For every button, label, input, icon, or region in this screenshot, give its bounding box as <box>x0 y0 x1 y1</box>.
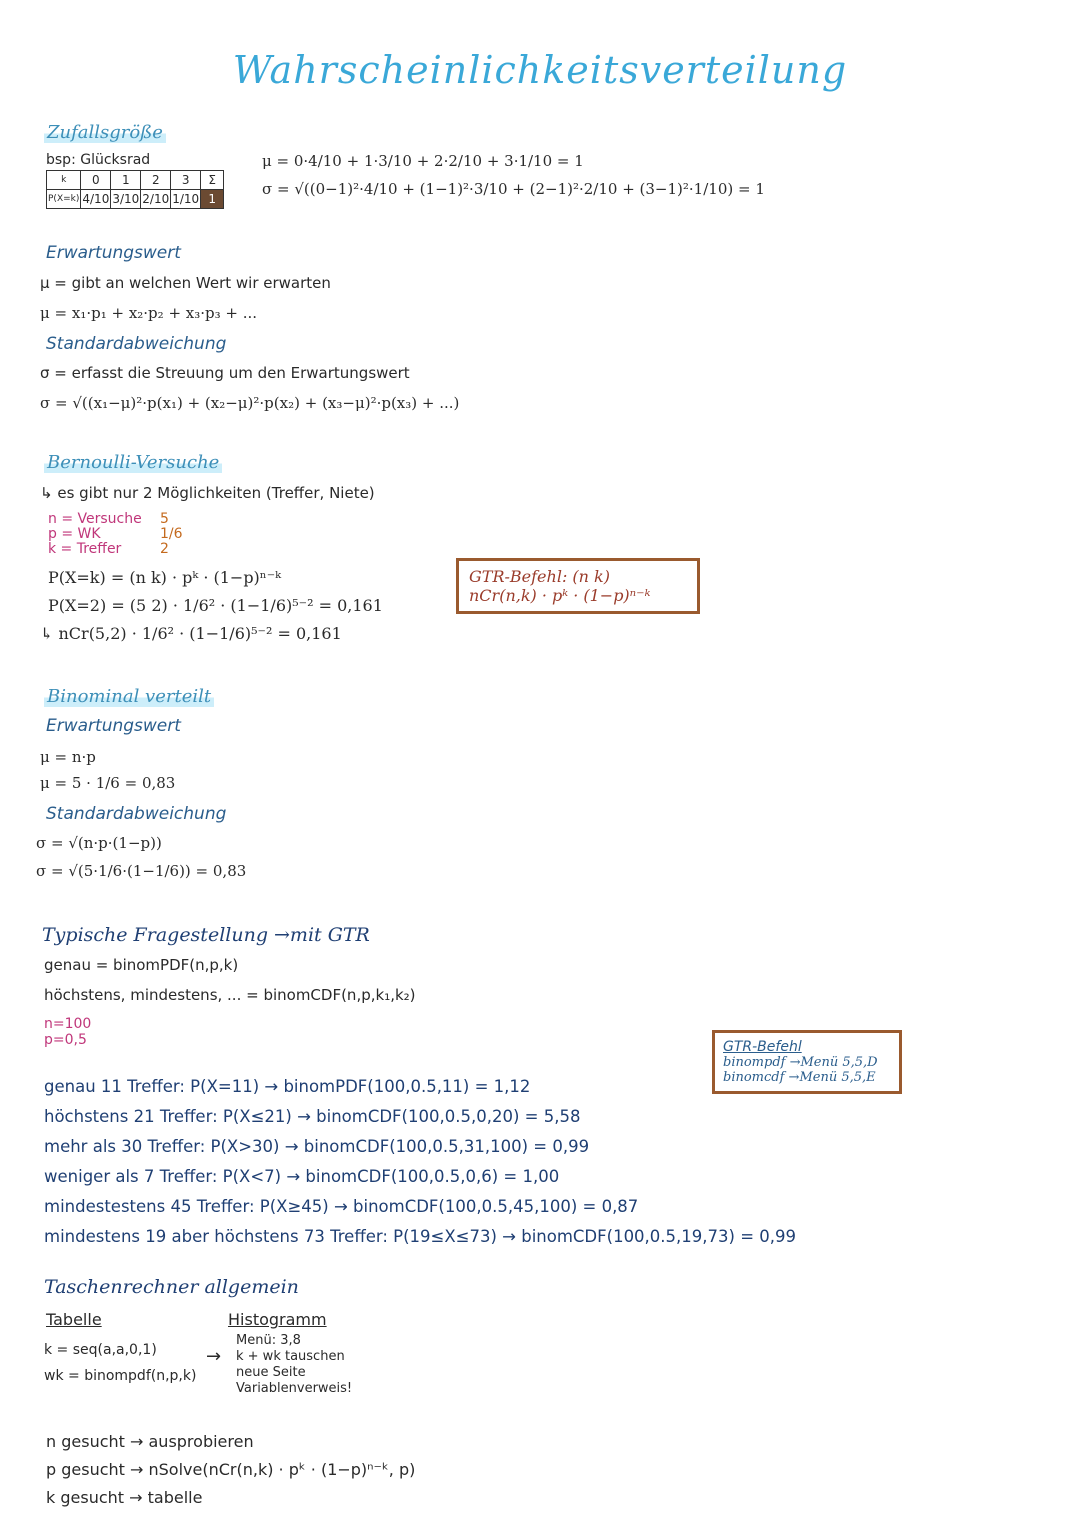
example-line: genau 11 Treffer: P(X=11) → binomPDF(100,0.5,11) = 1,12 <box>44 1077 531 1096</box>
erwartung-def: μ = gibt an welchen Wert wir erwarten <box>40 274 331 292</box>
table-row-k <box>47 171 224 190</box>
table-cell: 3/10 <box>111 190 141 209</box>
binom-sigma-formula: σ = √(n·p·(1−p)) <box>36 834 162 852</box>
table-cell: P(X=k) <box>47 190 81 209</box>
gesucht-line: p gesucht → nSolve(nCr(n,k) · pᵏ · (1−p)ⁿ⁻ᵏ, p) <box>46 1460 416 1479</box>
box-line: GTR-Befehl: (n k) <box>469 567 610 586</box>
var-k: k = Treffer <box>48 541 122 557</box>
example-line: mindestens 19 aber höchstens 73 Treffer: P(19≤X≤73) → binomCDF(100,0.5,19,73) = 0,99 <box>44 1227 797 1246</box>
binom-sigma-example: σ = √(5·1/6·(1−1/6)) = 0,83 <box>36 862 247 880</box>
heading-binom-erwartung: Erwartungswert <box>46 716 181 736</box>
bernoulli-example1: P(X=2) = (5 2) · 1/6² · (1−1/6)⁵⁻² = 0,161 <box>48 596 383 615</box>
table-cell: k <box>47 171 81 190</box>
table-cell: 1 <box>111 171 141 190</box>
heading-binominal: Binominal verteilt <box>44 686 214 707</box>
bernoulli-vars <box>48 512 142 557</box>
typisch-line2: höchstens, mindestens, ... = binomCDF(n,p,k₁,k₂) <box>44 986 416 1004</box>
page-title: Wahrscheinlichkeitsverteilung <box>232 48 848 92</box>
typisch-n: n=100 <box>44 1016 92 1032</box>
example-line: mehr als 30 Treffer: P(X>30) → binomCDF(100,0.5,31,100) = 0,99 <box>44 1137 590 1156</box>
histogramm-heading: Histogramm <box>228 1310 327 1329</box>
typisch-p: p=0,5 <box>44 1032 87 1048</box>
heading-bernoulli: Bernoulli-Versuche <box>44 452 222 473</box>
table-cell: 1/10 <box>171 190 201 209</box>
binom-mu-example: μ = 5 · 1/6 = 0,83 <box>40 774 176 792</box>
table-cell: 3 <box>171 171 201 190</box>
tabelle-heading: Tabelle <box>46 1310 102 1329</box>
box2-line: binompdf →Menü 5,5,D <box>723 1055 878 1070</box>
table-cell: 1 <box>201 190 224 209</box>
hist-line: k + wk tauschen <box>236 1349 345 1364</box>
typisch-examples <box>44 1072 796 1252</box>
table-cell: 4/10 <box>81 190 111 209</box>
heading-taschenrechner: Taschenrechner allgemein <box>44 1276 299 1298</box>
heading-erwartungswert: Erwartungswert <box>46 243 181 263</box>
gtr-befehl-box <box>456 558 700 614</box>
bernoulli-example2: ↳ nCr(5,2) · 1/6² · (1−1/6)⁵⁻² = 0,161 <box>40 624 342 643</box>
gesucht-line: k gesucht → tabelle <box>46 1488 203 1507</box>
box2-heading: GTR-Befehl <box>723 1039 802 1055</box>
heading-binom-std: Standardabweichung <box>46 804 227 824</box>
std-formula: σ = √((x₁−μ)²·p(x₁) + (x₂−μ)²·p(x₂) + (x₃−μ)²·p(x₃) + ...) <box>40 394 460 412</box>
box-line: nCr(n,k) · pᵏ · (1−p)ⁿ⁻ᵏ <box>469 586 651 605</box>
bernoulli-desc: ↳ es gibt nur 2 Möglichkeiten (Treffer, Niete) <box>40 484 375 502</box>
example-line: mindestestens 45 Treffer: P(X≥45) → binomCDF(100,0.5,45,100) = 0,87 <box>44 1197 639 1216</box>
example-line: weniger als 7 Treffer: P(X<7) → binomCDF(100,0.5,0,6) = 1,00 <box>44 1167 560 1186</box>
example-line: höchstens 21 Treffer: P(X≤21) → binomCDF(100,0.5,0,20) = 5,58 <box>44 1107 581 1126</box>
typisch-line1: genau = binomPDF(n,p,k) <box>44 956 239 974</box>
hist-line: Variablenverweis! <box>236 1381 353 1396</box>
val-n: 5 <box>160 511 169 527</box>
val-p: 1/6 <box>160 526 183 542</box>
distribution-table <box>46 170 224 209</box>
box2-line: binomcdf →Menü 5,5,E <box>723 1070 876 1085</box>
tabelle-line2: wk = binompdf(n,p,k) <box>44 1368 197 1384</box>
table-cell: 2 <box>141 171 171 190</box>
mu-calc: μ = 0·4/10 + 1·3/10 + 2·2/10 + 3·1/10 = 1 <box>262 152 584 170</box>
gesucht-lines <box>46 1428 415 1512</box>
hist-line: neue Seite <box>236 1365 306 1380</box>
bernoulli-vals <box>160 512 183 557</box>
var-p: p = WK <box>48 526 101 542</box>
heading-zufallsgroesse: Zufallsgröße <box>44 122 166 143</box>
std-def: σ = erfasst die Streuung um den Erwartungswert <box>40 364 410 382</box>
tabelle-line1: k = seq(a,a,0,1) <box>44 1342 157 1358</box>
var-n: n = Versuche <box>48 511 142 527</box>
gesucht-line: n gesucht → ausprobieren <box>46 1432 254 1451</box>
table-cell: 0 <box>81 171 111 190</box>
erwartung-formula: μ = x₁·p₁ + x₂·p₂ + x₃·p₃ + ... <box>40 304 258 322</box>
heading-standardabweichung: Standardabweichung <box>46 334 227 354</box>
histogramm-lines <box>236 1333 352 1397</box>
hist-line: Menü: 3,8 <box>236 1333 301 1348</box>
sigma-calc: σ = √((0−1)²·4/10 + (1−1)²·3/10 + (2−1)²·2/10 + (3−1)²·1/10) = 1 <box>262 180 765 198</box>
val-k: 2 <box>160 541 169 557</box>
bernoulli-formula: P(X=k) = (n k) · pᵏ · (1−p)ⁿ⁻ᵏ <box>48 568 281 587</box>
table-cell: Σ <box>201 171 224 190</box>
table-row-p <box>47 190 224 209</box>
table-cell: 2/10 <box>141 190 171 209</box>
binom-mu-formula: μ = n·p <box>40 748 96 766</box>
example-label: bsp: Glücksrad <box>46 152 151 168</box>
heading-typisch: Typische Fragestellung →mit GTR <box>42 924 370 946</box>
arrow-icon: → <box>206 1346 222 1367</box>
